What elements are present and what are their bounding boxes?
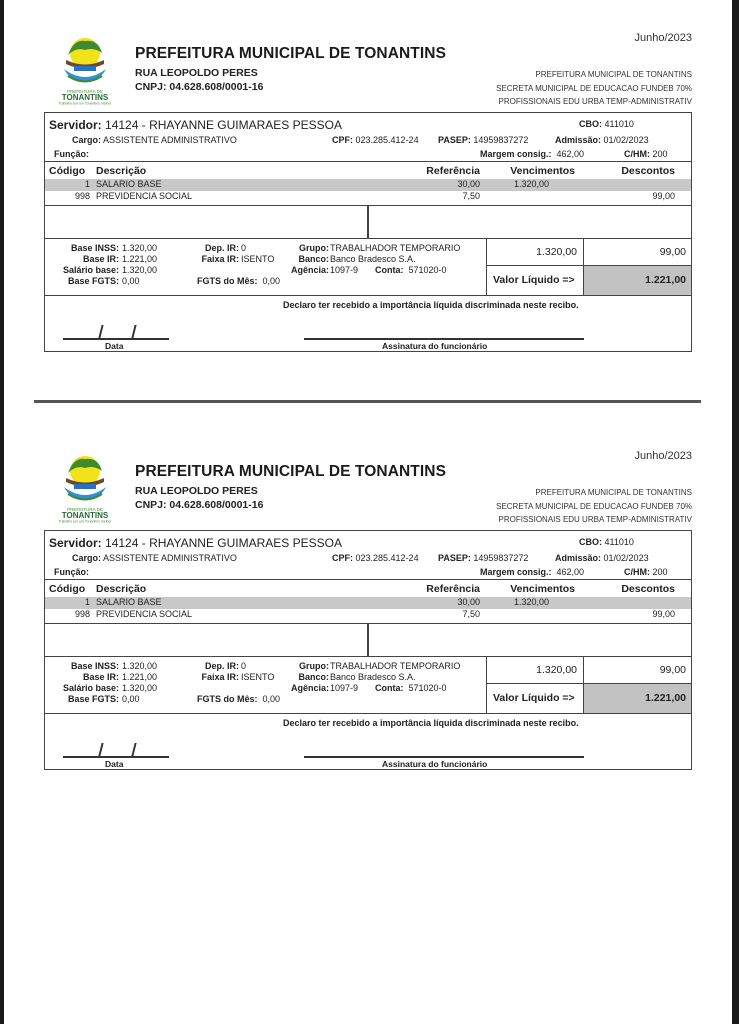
salario-base-value: 1.320,00 (122, 683, 158, 693)
bases-section: Base INSS: 1.320,00 Base IR: 1.221,00 Salário base: 1.320,00 Base FGTS: 0,00 Dep. IR: 0 Faixa IR: ISENTO FGTS do Mês: 0,00 Grupo: TRABALHADOR TEMPORARIO Banco: Banco Bradesco S.A. Agência: 1097-9 Conta: 571020-0 1.320,00 99,00 Valor Líquido => 1.221,00 (45, 657, 691, 714)
date-line (63, 756, 169, 758)
banco-value: Banco Bradesco S.A. (330, 672, 416, 682)
table-row: 998 PREVIDENCIA SOCIAL 7,50 99,00 (74, 191, 675, 201)
employee-name: Servidor: 14124 - RHAYANNE GUIMARAES PESSOA (49, 536, 342, 550)
signature-line (304, 756, 584, 758)
net-value-label: Valor Líquido => (487, 684, 584, 713)
employee-section (45, 531, 691, 580)
receipt-box (44, 530, 692, 770)
org-line-3: PROFISSIONAIS EDU URBA TEMP-ADMINISTRATIV (498, 515, 692, 524)
cbo-field: CBO: 411010 (579, 537, 634, 547)
cpf-field: CPF: 023.285.412-24 (332, 553, 419, 563)
date-label: Data (105, 759, 124, 769)
fgts-mes-field: FGTS do Mês: 0,00 (197, 694, 281, 704)
conta-field: Conta: 571020-0 (375, 683, 447, 693)
svg-text:Trabalho por um Tonantins melh: Trabalho por um Tonantins melhor (58, 519, 112, 523)
cargo-field: Cargo: ASSISTENTE ADMINISTRATIVO (72, 135, 237, 145)
document-page (4, 0, 732, 1024)
base-inss-value: 1.320,00 (122, 661, 158, 671)
org-cnpj: CNPJ: 04.628.608/0001-16 (135, 81, 264, 93)
org-address: RUA LEOPOLDO PERES (135, 67, 258, 79)
signature-section (45, 714, 691, 769)
svg-text:PREFEITURA DE: PREFEITURA DE (67, 507, 103, 512)
items-table (45, 162, 691, 206)
funcao-field: Função: (54, 149, 89, 159)
declaration-text: Declaro ter recebido a importância líquida discriminada neste recibo. (283, 300, 579, 310)
date-slash-icon (131, 743, 136, 756)
receipt-box (44, 112, 692, 352)
svg-text:PREFEITURA DE: PREFEITURA DE (67, 89, 103, 94)
table-row: 1 SALARIO BASE 30,00 1.320,00 (45, 597, 691, 609)
base-fgts-value: 0,00 (122, 276, 140, 286)
municipality-logo-icon (54, 451, 116, 523)
cut-line-divider (34, 400, 701, 403)
base-fgts-value: 0,00 (122, 694, 140, 704)
total-descontos: 99,00 (584, 239, 691, 266)
org-line-2: SECRETA MUNICIPAL DE EDUCACAO FUNDEB 70% (496, 84, 692, 93)
dep-ir-value: 0 (241, 243, 247, 253)
cbo-field: CBO: 411010 (579, 119, 634, 129)
salario-base-value: 1.320,00 (122, 265, 158, 275)
signature-label: Assinatura do funcionário (382, 759, 488, 769)
admissao-field: Admissão: 01/02/2023 (555, 135, 649, 145)
date-slash-icon (98, 743, 103, 756)
org-title: PREFEITURA MUNICIPAL DE TONANTINS (135, 463, 447, 480)
date-slash-icon (98, 325, 103, 338)
employee-name: Servidor: 14124 - RHAYANNE GUIMARAES PESSOA (49, 118, 342, 132)
signature-section (45, 296, 691, 351)
faixa-ir-value: ISENTO (241, 672, 275, 682)
blank-section (45, 206, 691, 239)
totals-grid (486, 239, 691, 295)
grupo-value: TRABALHADOR TEMPORARIO (330, 661, 461, 671)
totals-grid (486, 657, 691, 713)
svg-text:TONANTINS: TONANTINS (61, 511, 109, 520)
funcao-field: Função: (54, 567, 89, 577)
org-title: PREFEITURA MUNICIPAL DE TONANTINS (135, 45, 447, 62)
employee-section (45, 113, 691, 162)
conta-field: Conta: 571020-0 (375, 265, 447, 275)
pasep-field: PASEP: 14959837272 (438, 553, 529, 563)
net-value-label: Valor Líquido => (487, 266, 584, 295)
declaration-text: Declaro ter recebido a importância líquida discriminada neste recibo. (283, 718, 579, 728)
cpf-field: CPF: 023.285.412-24 (332, 135, 419, 145)
agencia-value: 1097-9 (330, 683, 359, 693)
svg-text:TONANTINS: TONANTINS (61, 93, 109, 102)
faixa-ir-value: ISENTO (241, 254, 275, 264)
margem-field: Margem consig.: 462,00 (480, 567, 585, 577)
svg-text:Trabalho por um Tonantins melh: Trabalho por um Tonantins melhor (58, 101, 112, 105)
base-inss-value: 1.320,00 (122, 243, 158, 253)
items-table (45, 580, 691, 624)
org-line-1: PREFEITURA MUNICIPAL DE TONANTINS (535, 488, 692, 497)
period-label: Junho/2023 (634, 450, 692, 462)
date-line (63, 338, 169, 340)
items-header: Código Descrição Referência Vencimentos Descontos (49, 165, 675, 177)
net-value: 1.221,00 (584, 684, 691, 713)
chm-field: C/HM: 200 (624, 149, 668, 159)
period-label: Junho/2023 (634, 32, 692, 44)
signature-line (304, 338, 584, 340)
banco-value: Banco Bradesco S.A. (330, 254, 416, 264)
agencia-value: 1097-9 (330, 265, 359, 275)
table-row: 1 SALARIO BASE 30,00 1.320,00 (45, 179, 691, 191)
total-vencimentos: 1.320,00 (487, 239, 584, 266)
total-vencimentos: 1.320,00 (487, 657, 584, 684)
base-inss-label: Base INSS: (70, 243, 119, 253)
bases-section: Base INSS: 1.320,00 Base IR: 1.221,00 Salário base: 1.320,00 Base FGTS: 0,00 Dep. IR: 0 Faixa IR: ISENTO FGTS do Mês: 0,00 Grupo: TRABALHADOR TEMPORARIO Banco: Banco Bradesco S.A. Agência: 1097-9 Conta: 571020-0 1.320,00 99,00 Valor Líquido => 1.221,00 (45, 239, 691, 296)
items-header: Código Descrição Referência Vencimentos Descontos (49, 583, 675, 595)
admissao-field: Admissão: 01/02/2023 (555, 553, 649, 563)
org-address: RUA LEOPOLDO PERES (135, 485, 258, 497)
total-descontos: 99,00 (584, 657, 691, 684)
org-line-3: PROFISSIONAIS EDU URBA TEMP-ADMINISTRATIV (498, 97, 692, 106)
org-cnpj: CNPJ: 04.628.608/0001-16 (135, 499, 264, 511)
base-ir-value: 1.221,00 (122, 254, 158, 264)
dep-ir-value: 0 (241, 661, 247, 671)
pasep-field: PASEP: 14959837272 (438, 135, 529, 145)
chm-field: C/HM: 200 (624, 567, 668, 577)
base-inss-label: Base INSS: (70, 661, 119, 671)
net-value: 1.221,00 (584, 266, 691, 295)
org-line-2: SECRETA MUNICIPAL DE EDUCACAO FUNDEB 70% (496, 502, 692, 511)
table-row: 998 PREVIDENCIA SOCIAL 7,50 99,00 (74, 609, 675, 619)
date-label: Data (105, 341, 124, 351)
grupo-value: TRABALHADOR TEMPORARIO (330, 243, 461, 253)
margem-field: Margem consig.: 462,00 (480, 149, 585, 159)
fgts-mes-field: FGTS do Mês: 0,00 (197, 276, 281, 286)
base-ir-value: 1.221,00 (122, 672, 158, 682)
date-slash-icon (131, 325, 136, 338)
municipality-logo-icon (54, 33, 116, 105)
cargo-field: Cargo: ASSISTENTE ADMINISTRATIVO (72, 553, 237, 563)
signature-label: Assinatura do funcionário (382, 341, 488, 351)
blank-section (45, 624, 691, 657)
org-line-1: PREFEITURA MUNICIPAL DE TONANTINS (535, 70, 692, 79)
